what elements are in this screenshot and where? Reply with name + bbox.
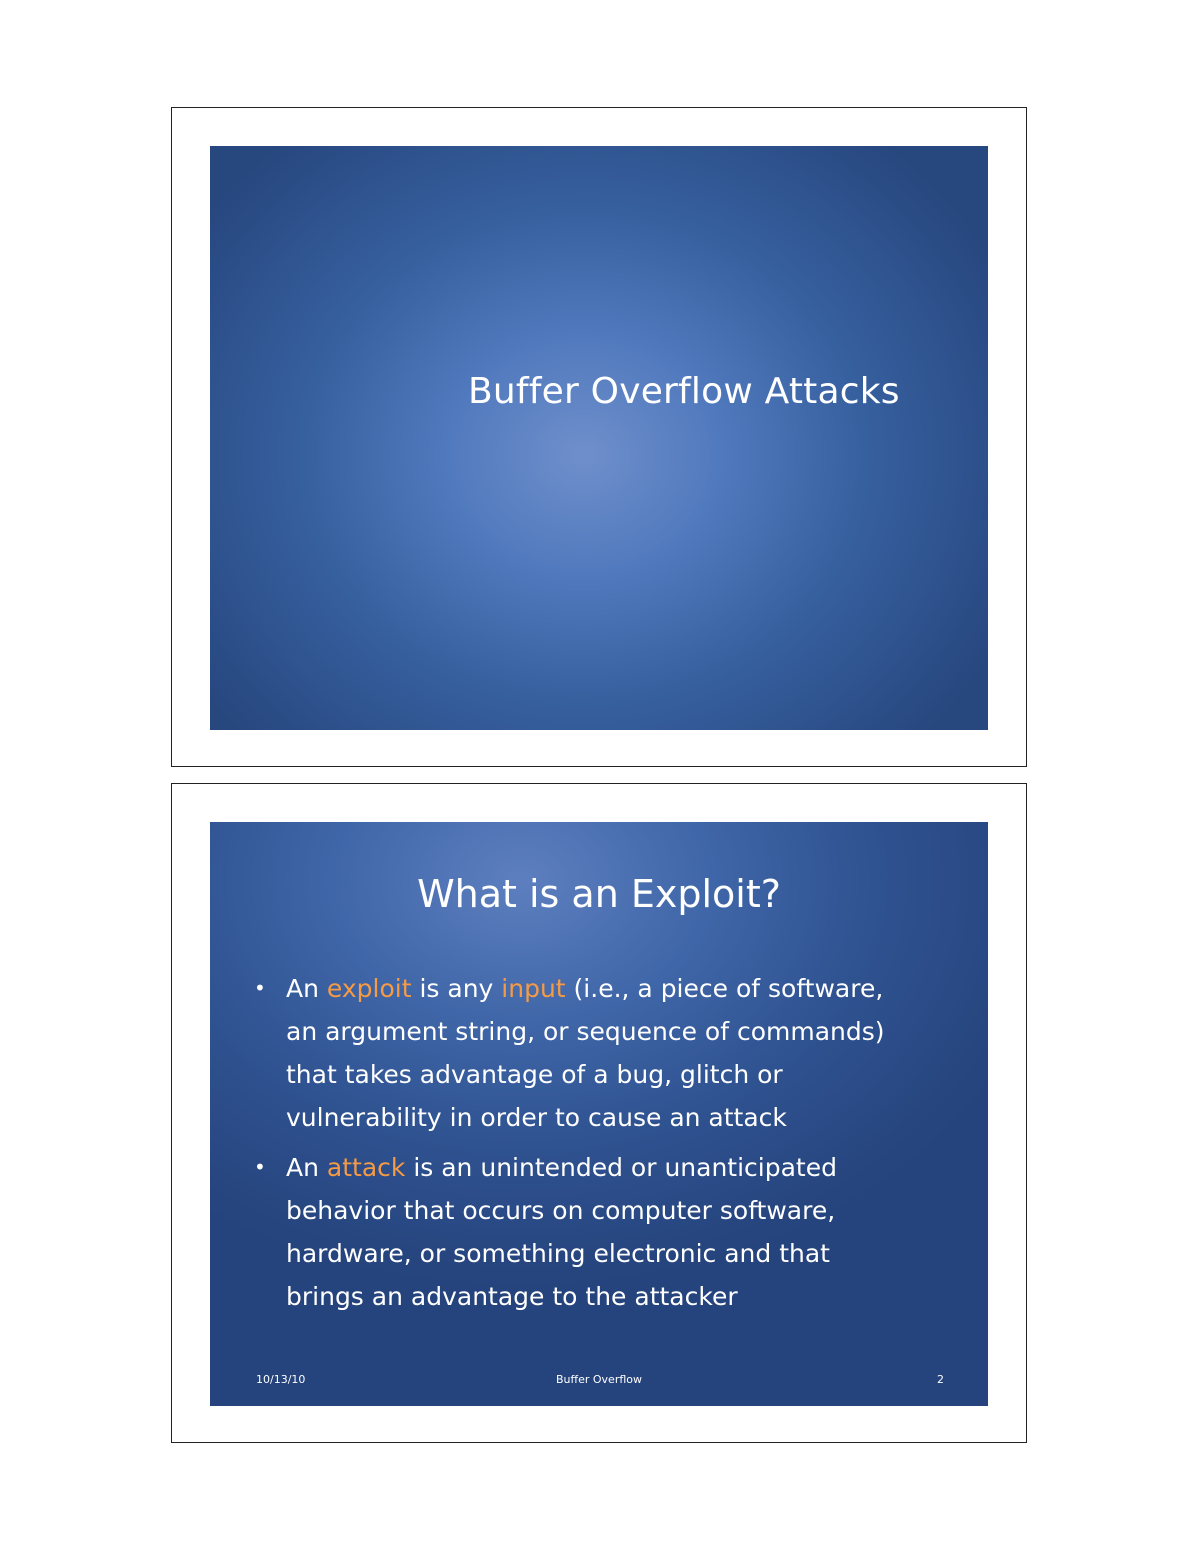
highlight-term-exploit: exploit	[326, 974, 412, 1003]
slide-heading: What is an Exploit?	[417, 872, 781, 916]
text-run: An	[286, 974, 327, 1003]
bullet-line	[286, 967, 952, 1010]
highlight-term-input: input	[501, 974, 566, 1003]
bullet-line: hardware, or something electronic and that	[286, 1239, 830, 1268]
bullet-line: brings an advantage to the attacker	[286, 1282, 738, 1311]
highlight-term-attack: attack	[326, 1153, 406, 1182]
footer-title: Buffer Overflow	[556, 1373, 642, 1386]
text-run: is an unintended or unanticipated	[405, 1153, 837, 1182]
slide-frame-2	[171, 783, 1027, 1443]
bullet-dot-icon: •	[254, 976, 266, 1000]
title-slide	[210, 146, 988, 730]
bullet-list	[252, 967, 952, 1325]
footer-page-number: 2	[937, 1373, 944, 1386]
text-run: is any	[411, 974, 502, 1003]
slide-title: Buffer Overflow Attacks	[468, 371, 900, 412]
content-slide	[210, 822, 988, 1406]
bullet-dot-icon: •	[254, 1155, 266, 1179]
text-run: An	[286, 1153, 327, 1182]
bullet-line	[286, 1146, 952, 1189]
footer-date: 10/13/10	[256, 1373, 306, 1386]
slide-frame-1	[171, 107, 1027, 767]
bullet-line: that takes advantage of a bug, glitch or	[286, 1060, 783, 1089]
bullet-item-attack	[252, 1146, 952, 1318]
bullet-item-exploit	[252, 967, 952, 1139]
text-run: (i.e., a piece of software,	[565, 974, 884, 1003]
bullet-line: vulnerability in order to cause an attack	[286, 1103, 787, 1132]
bullet-line: an argument string, or sequence of commands)	[286, 1017, 885, 1046]
bullet-line: behavior that occurs on computer software,	[286, 1196, 836, 1225]
